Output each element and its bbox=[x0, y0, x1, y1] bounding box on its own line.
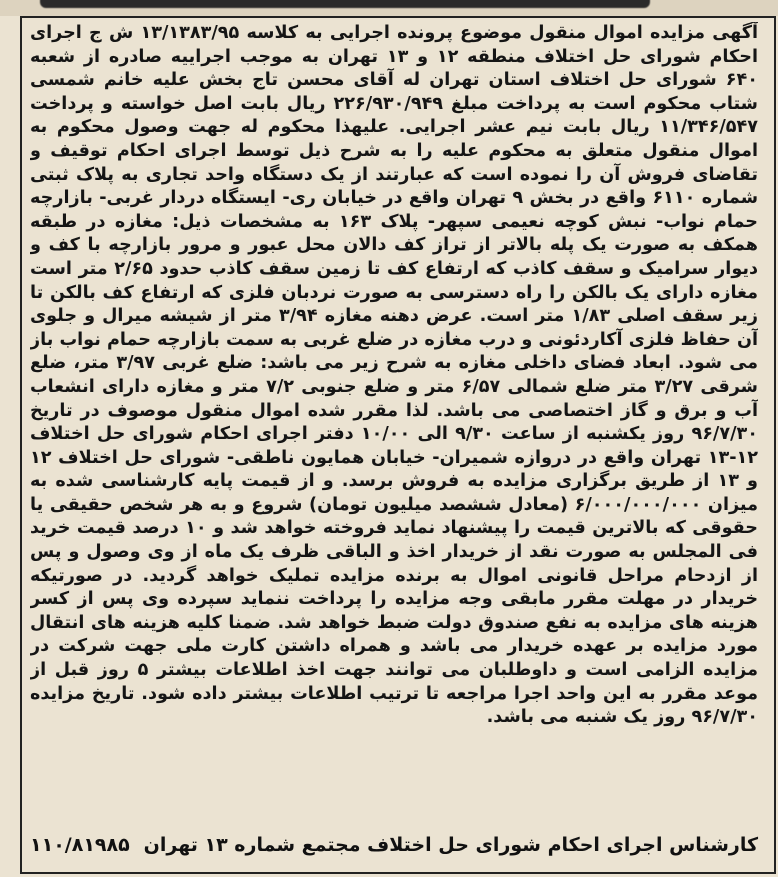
clipped-headline-remnant bbox=[40, 0, 650, 8]
notice-code: ۱۱۰/۸۱۹۸۵ bbox=[30, 834, 130, 856]
notice-footer bbox=[30, 830, 758, 866]
signature-line: کارشناس اجرای احکام شورای حل اختلاف مجتمع شماره ۱۳ تهران bbox=[143, 834, 758, 856]
top-clipped-edge bbox=[0, 0, 778, 16]
auction-notice-text: آگهی مزایده اموال منقول موضوع پرونده اجرایی به کلاسه ۱۳/۱۳۸۳/۹۵ ش ج اجرای احکام شورای حل اختلاف منطقه ۱۲ و ۱۳ تهران به موجب اجراییه صادره از شعبه ۶۴۰ شورای حل اختلاف استان تهران له آقای محسن تاج بخش علیه خانم شمسی شتاب محکوم است به پرداخت مبلغ ۲۲۶/۹۳۰/۹۴۹ ریال بابت اصل خواسته و پرداخت ۱۱/۳۴۶/۵۴۷ ریال بابت نیم عشر اجرایی. علیهذا محکوم له جهت وصول محکوم به اموال منقول متعلق به محکوم علیه را به شرح ذیل توسط اجرای احکام توقیف و تقاضای فروش آن را نموده است که عبارتند از یک دستگاه واحد تجاری به پلاک ثبتی شماره ۶۱۱۰ واقع در بخش ۹ تهران واقع در خیابان ری- ایستگاه دردار غربی- بازارچه حمام نواب- نبش کوچه نعیمی سپهر- پلاک ۱۶۳ به مشخصات ذیل: مغازه در طبقه همکف به صورت یک پله بالاتر از تراز کف دالان محل عبور و مرور بازارچه با کف و دیوار سرامیک و سقف کاذب که ارتفاع کف تا زمین سقف کاذب حدود ۲/۶۵ متر است مغازه دارای یک بالکن را راه دسترسی به صورت نردبان فلزی که ارتفاع کف بالکن تا زیر سقف اصلی ۱/۸۳ متر است. عرض دهنه مغازه ۳/۹۴ متر از شیشه میرال و جلوی آن حفاظ فلزی آکاردئونی و درب مغازه در ضلع غربی به سمت بازارچه حمام نواب باز می شود. ابعاد فضای داخلی مغازه به شرح زیر می باشد: ضلع غربی ۳/۹۷ متر، ضلع شرقی ۳/۲۷ متر ضلع شمالی ۶/۵۷ متر و ضلع جنوبی ۷/۲ متر و مغازه دارای انشعاب آب و برق و گاز اختصاصی می باشد. لذا مقرر شده اموال منقول موصوف در تاریخ ۹۶/۷/۳۰ روز یکشنبه از ساعت ۹/۳۰ الی ۱۰/۰۰ دفتر اجرای احکام شورای حل اختلاف ۱۲-۱۳ تهران واقع در دروازه شمیران- خیابان همایون ناطقی- شورای حل اختلاف ۱۲ و ۱۳ از طریق برگزاری مزایده به فروش برسد. و از قیمت پایه کارشناسی شده به میزان ۶/۰۰۰/۰۰۰/۰۰۰ (معادل ششصد میلیون تومان) شروع و به هر شخص حقیقی یا حقوقی که بالاترین قیمت را پیشنهاد نماید فروخته خواهد شد و ۱۰ درصد قیمت خرید فی المجلس به صورت نقد از خریدار اخذ و الباقی ظرف یک ماه از وی وصول و پس از ازدحام مراحل قانونی اموال به برنده مزایده تملیک خواهد گردید. در صورتیکه خریدار در مهلت مقرر مابقی وجه مزایده را پرداخت ننماید سپرده وی پس از کسر هزینه های مزایده به نفع صندوق دولت ضبط خواهد شد. ضمنا کلیه هزینه های انتقال مورد مزایده بر عهده خریدار می باشد و همراه داشتن کارت ملی جهت شرکت در مزایده الزامی است و داوطلبان می توانند جهت اخذ اطلاعات بیشتر ۵ روز قبل از موعد مقرر به این واحد اجرا مراجعه تا ترتیب اطلاعات بیشتر داده شود. تاریخ مزایده ۹۶/۷/۳۰ روز یک شنبه می باشد. bbox=[30, 23, 758, 728]
